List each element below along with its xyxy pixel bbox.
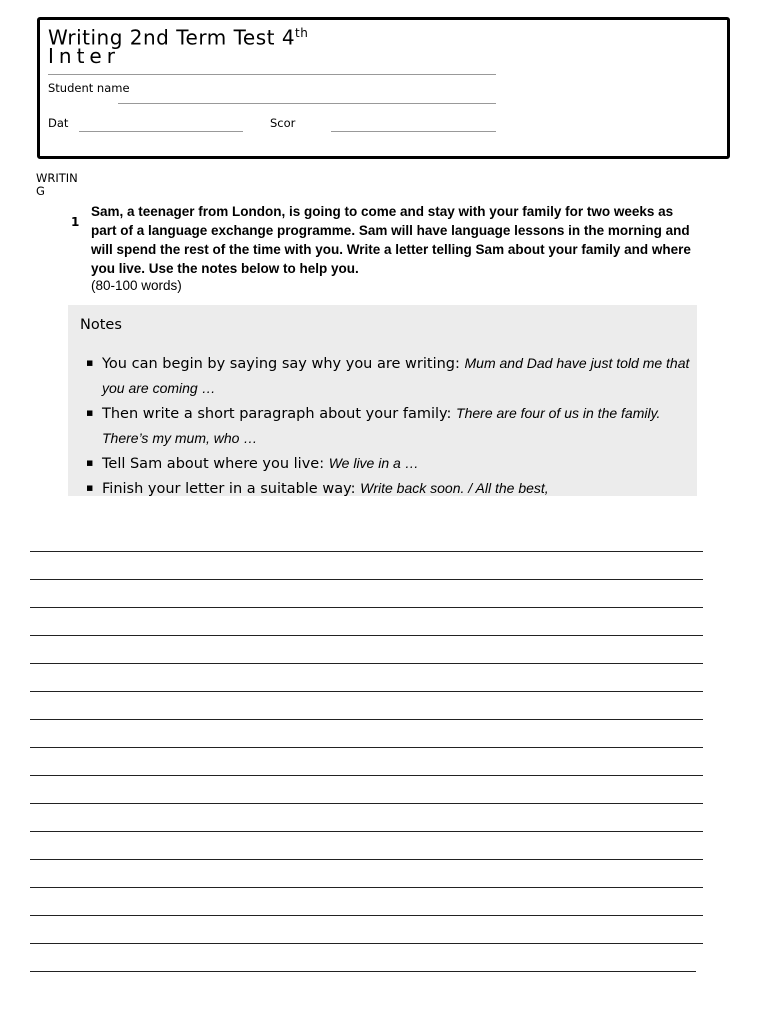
- test-title: Writing 2nd Term Test 4th: [48, 25, 309, 50]
- question-number: 1: [71, 215, 80, 229]
- bullet-icon: ▪: [86, 406, 94, 419]
- answer-line[interactable]: [30, 691, 703, 692]
- word-count: (80-100 words): [91, 278, 182, 293]
- answer-line[interactable]: [30, 663, 703, 664]
- score-field[interactable]: [331, 131, 496, 132]
- notes-box: [68, 305, 697, 496]
- date-label: Dat: [48, 116, 69, 130]
- header-box: [37, 17, 730, 159]
- answer-line[interactable]: [30, 859, 703, 860]
- note-item: ▪ Then write a short paragraph about your family: There are four of us in the family. There’s my mum, who …: [68, 401, 697, 451]
- answer-line[interactable]: [30, 775, 703, 776]
- answer-line[interactable]: [30, 747, 703, 748]
- notes-list: [68, 351, 697, 501]
- answer-line[interactable]: [30, 915, 703, 916]
- answer-line[interactable]: [30, 831, 703, 832]
- question-prompt: Sam, a teenager from London, is going to come and stay with your family for two weeks as part of a language exchange programme. Sam will have language lessons in the morning and will spend the rest of the time with you. Write a letter telling Sam about your family and where you live. Use the notes below to help you.: [91, 204, 691, 276]
- answer-line[interactable]: [30, 887, 703, 888]
- note-item: ▪ Tell Sam about where you live: We live in a …: [68, 451, 697, 476]
- answer-line[interactable]: [30, 551, 703, 552]
- score-label: Scor: [270, 116, 296, 130]
- note-item: ▪ Finish your letter in a suitable way: Write back soon. / All the best,: [68, 476, 697, 501]
- test-title-level: Inter: [48, 44, 120, 68]
- answer-line[interactable]: [30, 719, 703, 720]
- student-name-label: Student name: [48, 81, 130, 95]
- answer-line[interactable]: [30, 607, 703, 608]
- date-field[interactable]: [79, 131, 243, 132]
- bullet-icon: ▪: [86, 356, 94, 369]
- note-item: ▪ You can begin by saying say why you are writing: Mum and Dad have just told me that you are coming …: [68, 351, 697, 401]
- title-underline: [48, 74, 496, 75]
- bullet-icon: ▪: [86, 456, 94, 469]
- answer-line[interactable]: [30, 579, 703, 580]
- answer-line[interactable]: [30, 971, 696, 972]
- bullet-icon: ▪: [86, 481, 94, 494]
- notes-title: Notes: [80, 317, 122, 333]
- answer-line[interactable]: [30, 943, 703, 944]
- section-label: WRITING: [36, 171, 78, 198]
- student-name-field[interactable]: [118, 103, 496, 104]
- answer-line[interactable]: [30, 803, 703, 804]
- answer-line[interactable]: [30, 635, 703, 636]
